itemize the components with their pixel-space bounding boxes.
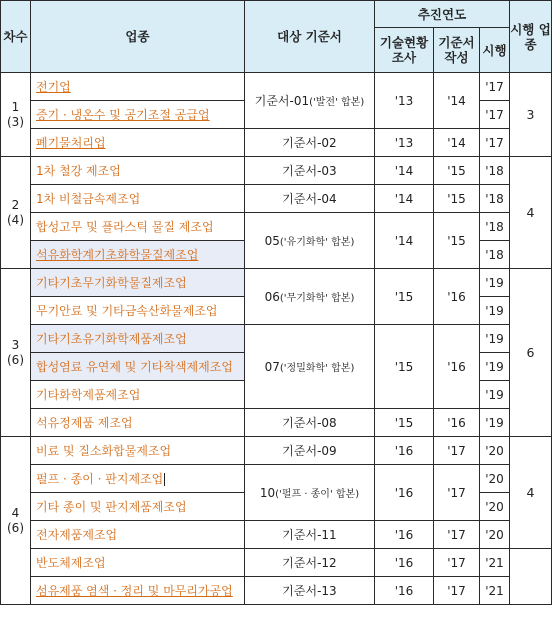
- standard-cell: 기준서-12: [245, 549, 375, 577]
- standard-label: 기준서-01: [254, 94, 310, 108]
- industry-cell: 합성고무 및 플라스틱 물질 제조업: [31, 213, 245, 241]
- header-year-group: 추진연도: [375, 1, 510, 28]
- trial-year: '17: [480, 73, 510, 101]
- header-survey: 기술현황 조사: [375, 28, 434, 73]
- trial-year: '19: [480, 325, 510, 353]
- table-row: [1, 577, 552, 605]
- table-row: [1, 185, 552, 213]
- industry-cell: 반도체제조업: [31, 549, 245, 577]
- writing-year: '15: [434, 185, 480, 213]
- writing-year: '15: [434, 157, 480, 185]
- industry-cell: 기타기초무기화학물질제조업: [31, 269, 245, 297]
- header-trial-count: 시행 업종: [510, 1, 552, 73]
- header-industry: 업종: [31, 1, 245, 73]
- survey-year: '15: [375, 325, 434, 409]
- table-row: [1, 549, 552, 577]
- writing-year: '16: [434, 325, 480, 409]
- standard-cell: [245, 269, 375, 325]
- table-row: [1, 129, 552, 157]
- table-row: [1, 157, 552, 185]
- survey-year: '13: [375, 129, 434, 157]
- round-number: 2: [11, 197, 20, 212]
- table-row: [1, 521, 552, 549]
- standard-cell: 기준서-03: [245, 157, 375, 185]
- industry-label: 증기 · 냉온수 및 공기조절 공급업: [36, 108, 210, 122]
- industry-cell: [31, 129, 245, 157]
- round-number: 4: [11, 505, 20, 520]
- industry-cell: 기타화학제품제조업: [31, 381, 245, 409]
- writing-year: '17: [434, 437, 480, 465]
- survey-year: '16: [375, 521, 434, 549]
- round-number: 3: [11, 337, 20, 352]
- industry-cell: [31, 73, 245, 101]
- header-writing: 기준서 작성: [434, 28, 480, 73]
- standard-cell: [245, 325, 375, 409]
- round-number: 1: [11, 99, 20, 114]
- industry-label: 폐기물처리업: [36, 136, 106, 150]
- standard-label: 06: [264, 290, 280, 304]
- industry-cell: 기타기초유기화학제품제조업: [31, 325, 245, 353]
- standard-label: 05: [264, 234, 280, 248]
- standard-label: 07: [264, 360, 280, 374]
- table-row: [1, 213, 552, 241]
- trial-count-cell: 3: [510, 73, 552, 157]
- trial-year: '19: [480, 297, 510, 325]
- industry-cell: 합성염료 유연제 및 기타착색제제조업: [31, 353, 245, 381]
- standard-cell: 기준서-13: [245, 577, 375, 605]
- round-cell: [1, 73, 31, 157]
- standard-cell: 기준서-08: [245, 409, 375, 437]
- survey-year: '14: [375, 157, 434, 185]
- round-cell: [1, 437, 31, 605]
- table-row: [1, 325, 552, 353]
- industry-cell: [31, 577, 245, 605]
- standard-cell: 기준서-09: [245, 437, 375, 465]
- standard-cell: [245, 465, 375, 521]
- standard-note: ('무기화학' 합본): [279, 293, 355, 304]
- trial-year: '20: [480, 465, 510, 493]
- trial-year: '18: [480, 157, 510, 185]
- header-trial: 시행: [480, 28, 510, 73]
- trial-count-cell: 4: [510, 437, 552, 549]
- standard-cell: [245, 213, 375, 269]
- writing-year: '16: [434, 269, 480, 325]
- trial-year: '19: [480, 269, 510, 297]
- trial-year: '19: [480, 409, 510, 437]
- standard-cell: [245, 73, 375, 129]
- trial-year: '19: [480, 353, 510, 381]
- standard-cell: 기준서-02: [245, 129, 375, 157]
- table-row: [1, 73, 552, 101]
- header-cha: 차수: [1, 1, 31, 73]
- industry-cell: [31, 101, 245, 129]
- survey-year: '13: [375, 73, 434, 129]
- industry-cell: 무기안료 및 기타금속산화물제조업: [31, 297, 245, 325]
- survey-year: '16: [375, 437, 434, 465]
- standard-cell: 기준서-04: [245, 185, 375, 213]
- header-standard: 대상 기준서: [245, 1, 375, 73]
- trial-year: '21: [480, 577, 510, 605]
- survey-year: '14: [375, 213, 434, 269]
- trial-count-cell: 4: [510, 157, 552, 269]
- survey-year: '16: [375, 549, 434, 577]
- writing-year: '17: [434, 465, 480, 521]
- industry-cell: 1차 비철금속제조업: [31, 185, 245, 213]
- round-cell: [1, 157, 31, 269]
- industry-cell: 비료 및 질소화합물제조업: [31, 437, 245, 465]
- industry-label: 전기업: [36, 80, 71, 94]
- round-subcount: (4): [7, 212, 24, 227]
- trial-year: '18: [480, 185, 510, 213]
- round-subcount: (6): [7, 352, 24, 367]
- trial-year: '19: [480, 381, 510, 409]
- standard-note: ('펄프 · 종이' 합본): [275, 489, 360, 500]
- survey-year: '15: [375, 409, 434, 437]
- industry-label: 섬유제품 염색 · 정리 및 마무리가공업: [36, 584, 233, 598]
- trial-year: '20: [480, 521, 510, 549]
- industry-cell: 기타 종이 및 판지제품제조업: [31, 493, 245, 521]
- trial-year: '17: [480, 129, 510, 157]
- round-subcount: (3): [7, 114, 24, 129]
- trial-year: '21: [480, 549, 510, 577]
- standard-note: ('정밀화학' 합본): [279, 363, 355, 374]
- table-row: [1, 269, 552, 297]
- writing-year: '17: [434, 549, 480, 577]
- standard-label: 10: [259, 486, 276, 500]
- industry-label: 석유화학계기초화학물질제조업: [36, 248, 199, 262]
- industry-label: 펄프 · 종이 · 판지제조업: [36, 472, 164, 486]
- round-subcount: (6): [7, 520, 24, 535]
- trial-count-cell: 6: [510, 269, 552, 437]
- survey-year: '16: [375, 465, 434, 521]
- trial-count-cell-empty: [510, 549, 552, 605]
- industry-cell: 1차 철강 제조업: [31, 157, 245, 185]
- standard-note: ('유기화학' 합본): [279, 237, 355, 248]
- writing-year: '14: [434, 129, 480, 157]
- standard-note: ('발전' 합본): [309, 97, 365, 108]
- industry-cell: 석유정제품 제조업: [31, 409, 245, 437]
- writing-year: '17: [434, 577, 480, 605]
- table-row: [1, 409, 552, 437]
- survey-year: '16: [375, 577, 434, 605]
- industry-cell: [31, 465, 245, 493]
- survey-year: '14: [375, 185, 434, 213]
- header-row-1: [1, 1, 552, 28]
- text-cursor: [164, 473, 165, 486]
- table-row: [1, 437, 552, 465]
- table-row: [1, 465, 552, 493]
- trial-year: '18: [480, 213, 510, 241]
- trial-year: '18: [480, 241, 510, 269]
- writing-year: '15: [434, 213, 480, 269]
- round-cell: [1, 269, 31, 437]
- writing-year: '16: [434, 409, 480, 437]
- trial-year: '17: [480, 101, 510, 129]
- survey-year: '15: [375, 269, 434, 325]
- industry-cell: [31, 241, 245, 269]
- writing-year: '17: [434, 521, 480, 549]
- trial-year: '20: [480, 493, 510, 521]
- writing-year: '14: [434, 73, 480, 129]
- industry-cell: 전자제품제조업: [31, 521, 245, 549]
- standard-cell: 기준서-11: [245, 521, 375, 549]
- trial-year: '20: [480, 437, 510, 465]
